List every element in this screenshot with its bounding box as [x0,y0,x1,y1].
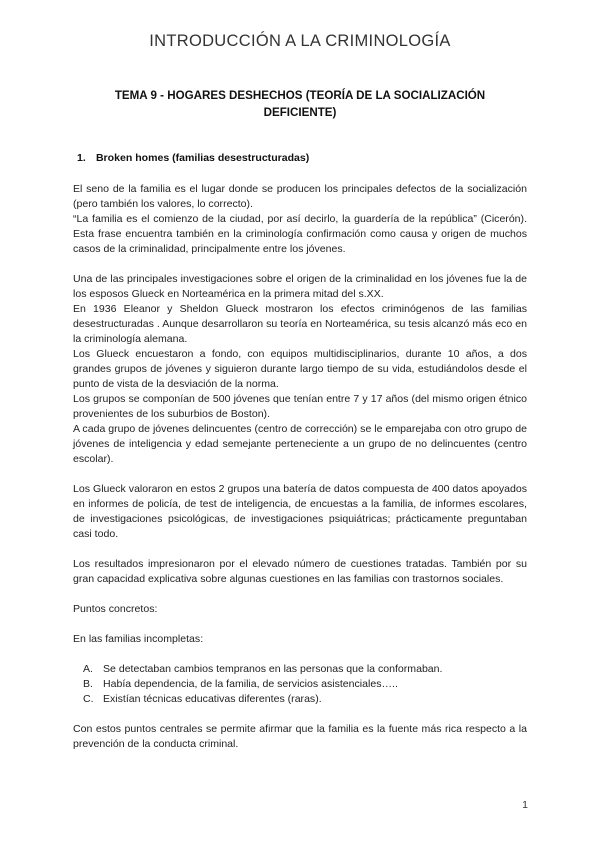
paragraph: En 1936 Eleanor y Sheldon Glueck mostraron los efectos criminógenos de las familias desestructuradas . Aunque desarrollaron su teoría en Norteamérica, su tesis alcanzó más eco en la criminología alemana. [73,303,527,345]
paragraph: Los Glueck valoraron en estos 2 grupos una batería de datos compuesta de 400 datos apoyados en informes de policía, de test de inteligencia, de encuestas a la familia, de informes escolares, de investigaciones psicológicas, de investigaciones psiquiátricas; prácticamente preguntaban casi todo. [73,483,527,540]
list-marker: A. [83,663,93,675]
section-number: 1. [77,152,86,164]
list-item [83,662,527,677]
section-heading-text: Broken homes (familias desestructuradas) [95,152,310,164]
paragraph: “La familia es el comienzo de la ciudad, por así decirlo, la guardería de la república” (Cicerón). Esta frase encuentra también en la criminología confirmación como causa y origen de muchos casos de la criminalidad, principalmente entre los jóvenes. [73,213,527,255]
paragraph: En las familias incompletas: [73,633,204,645]
paragraph: Los Glueck encuestaron a fondo, con equipos multidisciplinarios, durante 10 años, a dos grandes grupos de jóvenes y siguieron durante largo tiempo de su vida, estudiándolos desde el punto de vista de la desviación de la norma. [73,348,527,390]
list-marker: C. [83,693,94,705]
paragraph: Los grupos se componían de 500 jóvenes que tenían entre 7 y 17 años (del mismo origen étnico provenientes de los suburbios de Boston). [73,393,527,420]
paragraph: Con estos puntos centrales se permite afirmar que la familia es la fuente más rica respecto a la prevención de la conducta criminal. [73,723,527,750]
list-item [83,692,527,707]
page-title: TEMA 9 - HOGARES DESHECHOS (TEORÍA DE LA SOCIALIZACIÓN DEFICIENTE) [114,89,486,119]
paragraph: Una de las principales investigaciones sobre el origen de la criminalidad en los jóvenes fue la de los esposos Glueck en Norteamérica en la primera mitad del s.XX. [73,273,527,300]
paragraph: Puntos concretos: [73,603,158,615]
list-item-text: Se detectaban cambios tempranos en las personas que la conformaban. [103,663,443,675]
list-item [83,677,527,692]
paragraph: A cada grupo de jóvenes delincuentes (centro de corrección) se le emparejaba con otro grupo de jóvenes de inteligencia y edad semejante perteneciente a un grupo de no delincuentes (centro escolar). [73,423,527,465]
document-body [73,151,527,752]
points-list [73,662,527,707]
document-header: INTRODUCCIÓN A LA CRIMINOLOGÍA [149,32,451,50]
list-item-text: Existían técnicas educativas diferentes (raras). [103,693,322,705]
list-marker: B. [83,678,93,690]
page-number: 1 [522,799,528,811]
paragraph: El seno de la familia es el lugar donde se producen los principales defectos de la socialización (pero también los valores, lo correcto). [73,183,527,210]
list-item-text: Había dependencia, de la familia, de servicios asistenciales….. [103,678,398,690]
section-heading [77,151,527,166]
paragraph: Los resultados impresionaron por el elevado número de cuestiones tratadas. También por su gran capacidad explicativa sobre algunas cuestiones en las familias con trastornos sociales. [73,558,527,585]
